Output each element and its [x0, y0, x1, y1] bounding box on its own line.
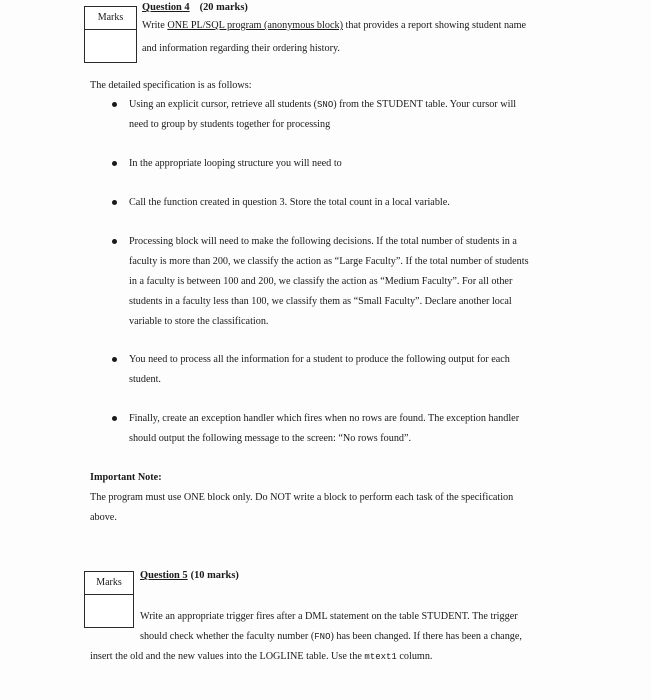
bullet-dot-icon: [112, 161, 117, 166]
q5-line1: Write an appropriate trigger fires after a DML statement on the table STUDENT. The trigger: [140, 611, 518, 622]
note-line1: The program must use ONE block only. Do NOT write a block to perform each task of the specification: [90, 492, 514, 503]
b4-line5: variable to store the classification.: [129, 316, 269, 327]
b4-line1: Processing block will need to make the following decisions. If the total number of students in a: [129, 236, 517, 247]
q5-marks: (10 marks): [190, 570, 239, 581]
b1-line1-a: Using an explicit cursor, retrieve all students (: [129, 99, 318, 110]
q4-title: Question 4: [142, 2, 190, 13]
bullet-dot-icon: [112, 357, 117, 362]
q5-marks-label: Marks: [85, 572, 133, 595]
b4-line4: students in a faculty less than 100, we classify them as “Small Faculty”. Declare another local: [129, 296, 512, 307]
q4-intro-suffix: that provides a report showing student name: [342, 20, 527, 31]
q4-intro-line2: and information regarding their ordering history.: [142, 43, 340, 54]
b1-line2: need to group by students together for processing: [129, 119, 331, 130]
note-body: [90, 488, 602, 528]
b5-line1: You need to process all the information for a student to produce the following output for each: [129, 354, 510, 365]
note-heading: Important Note:: [90, 472, 162, 483]
q4-intro: [142, 16, 612, 59]
bullet-6-text: [129, 409, 579, 449]
bullet-dot-icon: [112, 102, 117, 107]
bullet-dot-icon: [112, 416, 117, 421]
q4-heading: [142, 2, 248, 13]
q5-line3: [90, 647, 600, 667]
b4-line2: faculty is more than 200, we classify the action as “Large Faculty”. If the total number of students: [129, 256, 529, 267]
b1-code: SNO: [317, 100, 334, 110]
b6-line1: Finally, create an exception handler which fires when no rows are found. The exception handler: [129, 413, 520, 424]
q5-line2: [90, 627, 600, 647]
bullet-5-text: [129, 350, 579, 390]
bullet-2-text: In the appropriate looping structure you will need to: [129, 158, 342, 169]
q5-line3-b: column.: [396, 651, 433, 662]
q5-line3-code: mtext1: [364, 652, 397, 662]
bullet-dot-icon: [112, 239, 117, 244]
q4-intro-line1: [142, 16, 612, 36]
q4-intro-prefix: Write: [142, 20, 168, 31]
q5-heading: [140, 570, 239, 581]
q4-marks: (20 marks): [199, 2, 248, 13]
q5-line2-code: FNO: [314, 632, 331, 642]
b4-line3: in a faculty is between 100 and 200, we classify the action as “Medium Faculty”. For all other: [129, 276, 513, 287]
bullet-1-text: [129, 95, 579, 135]
q5-title: Question 5: [140, 570, 188, 581]
bullet-4-text: [129, 232, 579, 332]
b5-line2: student.: [129, 374, 161, 385]
bullet-3-text: Call the function created in question 3. Store the total count in a local variable.: [129, 197, 450, 208]
q5-body: [90, 607, 600, 667]
q4-marks-label: Marks: [85, 7, 136, 30]
b1-line1-b: ) from the STUDENT table. Your cursor will: [333, 99, 517, 110]
q5-line2-a: should check whether the faculty number (: [140, 631, 315, 642]
bullet-dot-icon: [112, 200, 117, 205]
q4-intro-link: ONE PL/SQL program (anonymous block): [167, 20, 343, 31]
b6-line2: should output the following message to the screen: “No rows found”.: [129, 433, 412, 444]
note-line2: above.: [90, 512, 117, 523]
spec-heading: The detailed specification is as follows:: [90, 80, 252, 91]
q5-line3-a: insert the old and the new values into the LOGLINE table. Use the: [90, 651, 365, 662]
q4-marks-box: [84, 6, 137, 63]
q5-line2-b: ) has been changed. If there has been a change,: [330, 631, 522, 642]
